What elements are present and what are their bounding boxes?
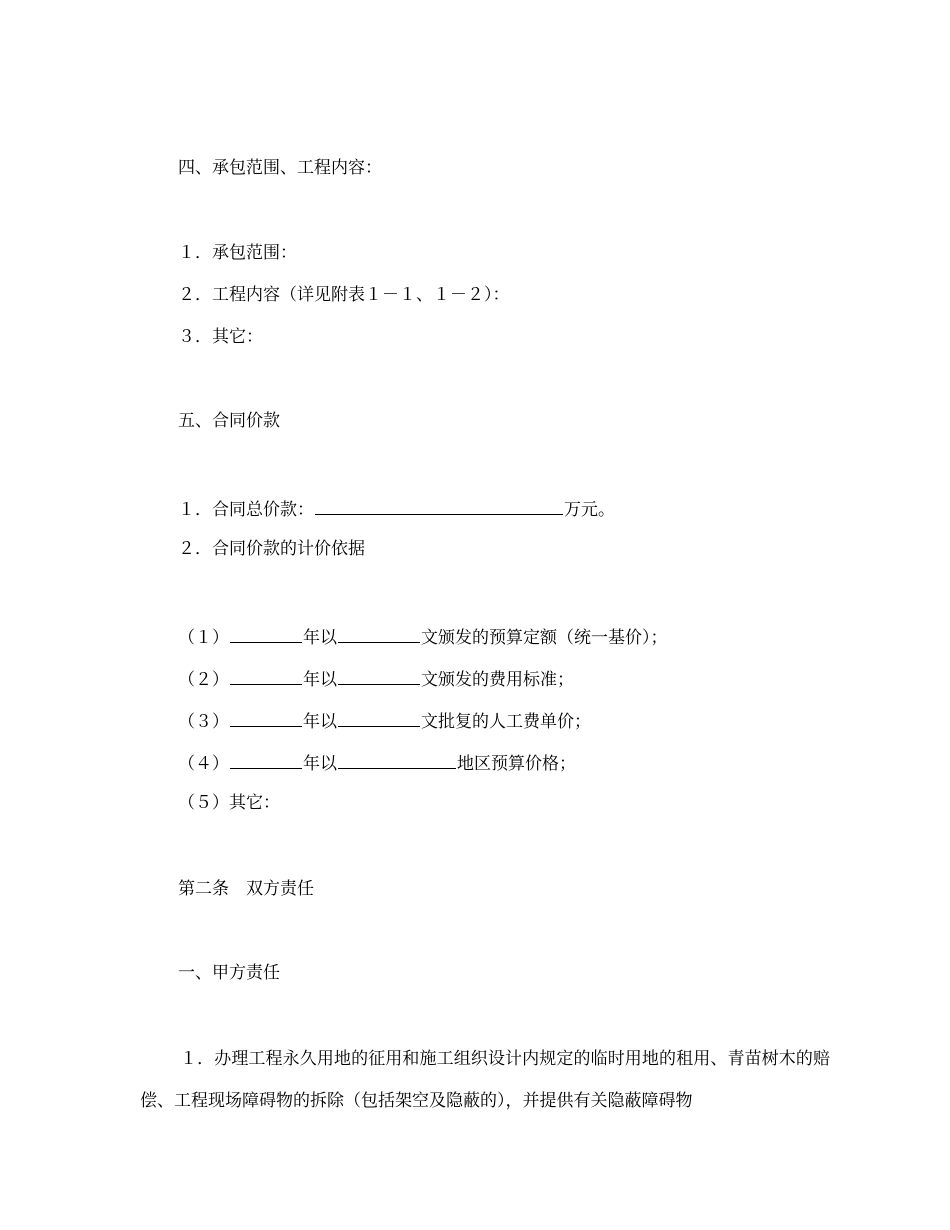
basis-mid: 年以 [303, 628, 337, 648]
basis-line-5: （５）其它： [178, 793, 280, 813]
party-a-item1: １．办理工程永久用地的征用和施工组织设计内规定的临时用地的租用、青苗树木的赔偿、工程现场障碍物的拆除（包括架空及隐蔽的），并提供有关隐蔽障碍物 [140, 1049, 830, 1111]
basis-mid: 年以 [303, 712, 337, 732]
year-blank [230, 708, 302, 727]
contract-total-unit: 万元。 [564, 500, 615, 520]
article2-heading: 第二条 双方责任 [178, 879, 314, 899]
basis-line-3 [178, 708, 591, 733]
section4-item2: ２．工程内容（详见附表１－１、１－２）： [178, 285, 510, 305]
basis-tail: 地区预算价格； [457, 754, 576, 774]
basis-line-1 [178, 624, 668, 649]
region-blank [338, 750, 456, 769]
document-blank [338, 666, 420, 685]
basis-tail: 文批复的人工费单价； [421, 712, 591, 732]
basis-tail: 文颁发的费用标准； [421, 670, 574, 690]
document-blank [338, 708, 420, 727]
basis-mid: 年以 [303, 754, 337, 774]
section4-heading: 四、承包范围、工程内容： [178, 158, 382, 178]
basis-line-2 [178, 666, 574, 691]
basis-tail: 文颁发的预算定额（统一基价）； [421, 628, 668, 648]
basis-line-4 [178, 750, 576, 775]
contract-total-label: １．合同总价款： [178, 500, 314, 520]
year-blank [230, 750, 302, 769]
basis-number: （１） [178, 628, 229, 648]
basis-mid: 年以 [303, 670, 337, 690]
basis-number: （３） [178, 712, 229, 732]
contract-total-blank [315, 496, 563, 515]
document-blank [338, 624, 420, 643]
section5-heading: 五、合同价款 [178, 411, 280, 431]
party-a-heading: 一、甲方责任 [178, 963, 280, 983]
year-blank [230, 624, 302, 643]
contract-total-line [178, 496, 615, 521]
pricing-basis-heading: ２．合同价款的计价依据 [178, 539, 365, 559]
section4-item3: ３．其它： [178, 327, 263, 347]
section4-item1: １．承包范围： [178, 243, 297, 263]
year-blank [230, 666, 302, 685]
basis-number: （４） [178, 754, 229, 774]
basis-number: （２） [178, 670, 229, 690]
